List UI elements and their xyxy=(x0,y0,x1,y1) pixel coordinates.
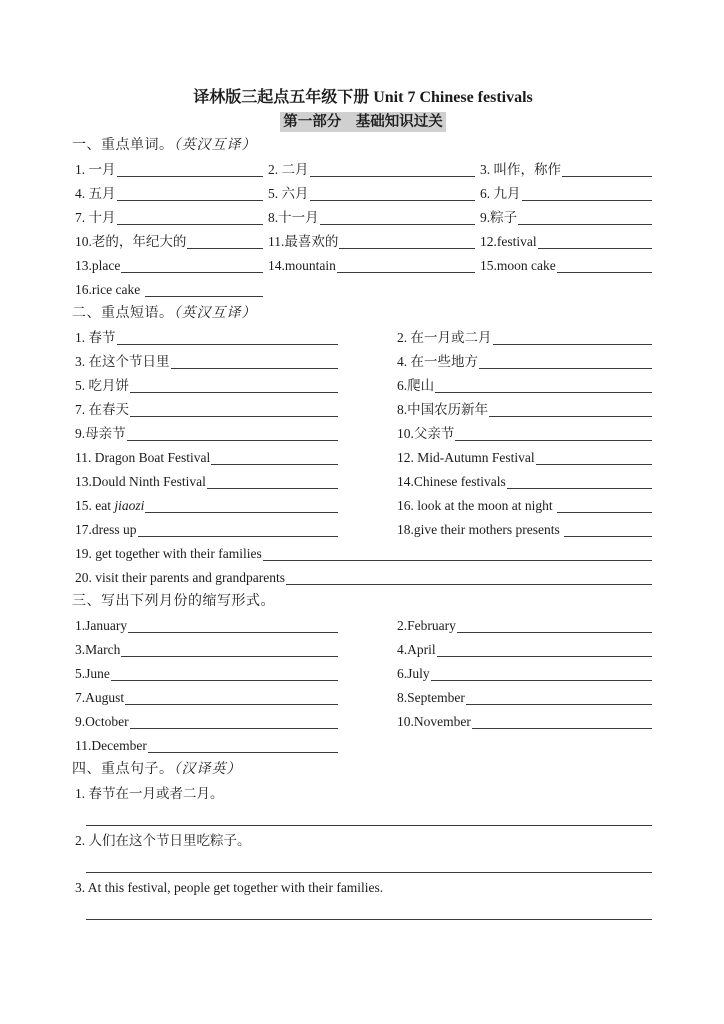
worksheet-item xyxy=(72,494,340,518)
item-label: 9.粽子 xyxy=(480,210,518,225)
item-label: 2. 在一月或二月 xyxy=(397,330,492,345)
item-label: 13.place xyxy=(75,258,121,273)
worksheet-item xyxy=(477,158,654,182)
worksheet-item xyxy=(477,206,654,230)
item-label: 2.February xyxy=(397,618,456,633)
item-label: 3. 在这个节日里 xyxy=(75,354,170,369)
sentence-label: 2. 人们在这个节日里吃粽子。 xyxy=(75,833,251,848)
section-heading xyxy=(72,302,654,326)
answer-blank xyxy=(479,350,652,369)
item-label: 14.mountain xyxy=(268,258,336,273)
item-label: 4. 五月 xyxy=(75,186,116,201)
item-label: 19. get together with their families xyxy=(75,546,262,561)
item-label: 10.老的，年纪大的 xyxy=(75,234,187,249)
item-label: 8.中国农历新年 xyxy=(397,402,489,417)
answer-blank xyxy=(562,158,652,177)
item-label: 4. 在一些地方 xyxy=(397,354,478,369)
section-heading-text: 二、重点短语。 xyxy=(72,306,174,321)
item-label: 14.Chinese festivals xyxy=(397,474,506,489)
worksheet-item xyxy=(394,614,654,638)
worksheet-item xyxy=(72,518,340,542)
answer-blank xyxy=(455,422,652,441)
worksheet-item xyxy=(394,422,654,446)
answer-blank xyxy=(130,710,338,729)
worksheet-item xyxy=(394,398,654,422)
worksheet-item xyxy=(394,518,654,542)
item-label: 9.October xyxy=(75,714,129,729)
worksheet-item xyxy=(394,374,654,398)
worksheet-item xyxy=(72,398,340,422)
worksheet-item xyxy=(72,662,340,686)
worksheet-item xyxy=(477,254,654,278)
worksheet-item xyxy=(72,326,340,350)
worksheet-item xyxy=(72,470,340,494)
worksheet-item xyxy=(265,206,477,230)
item-label: 11. Dragon Boat Festival xyxy=(75,450,211,465)
worksheet-item xyxy=(72,158,265,182)
answer-blank xyxy=(493,326,653,345)
item-label: 11.December xyxy=(75,738,147,753)
worksheet-item xyxy=(394,494,654,518)
worksheet-item xyxy=(394,446,654,470)
worksheet-item xyxy=(394,326,654,350)
answer-blank xyxy=(207,470,338,489)
answer-blank xyxy=(435,374,652,393)
item-label: 6.爬山 xyxy=(397,378,435,393)
worksheet-item xyxy=(72,230,265,254)
section-heading-note: （汉译英） xyxy=(173,762,242,777)
item-label: 12.festival xyxy=(480,234,537,249)
answer-blank xyxy=(117,206,264,225)
item-label: 2. 二月 xyxy=(268,162,309,177)
answer-blank xyxy=(310,158,476,177)
answer-blank xyxy=(86,853,652,873)
section-heading xyxy=(72,758,654,782)
section-heading-note: （英汉互译） xyxy=(173,306,257,321)
items-grid-months xyxy=(72,614,654,758)
answer-blank xyxy=(466,686,652,705)
item-label: 15.moon cake xyxy=(480,258,556,273)
answer-blank xyxy=(117,326,339,345)
item-label: 5. 六月 xyxy=(268,186,309,201)
item-label: 12. Mid-Autumn Festival xyxy=(397,450,535,465)
item-label: 10.父亲节 xyxy=(397,426,455,441)
part-header: 第一部分 基础知识过关 xyxy=(280,112,446,132)
section-heading-text: 三、写出下列月份的缩写形式。 xyxy=(72,594,275,609)
answer-blank xyxy=(286,566,652,585)
sentence-label: 1. 春节在一月或者二月。 xyxy=(75,786,224,801)
worksheet-item xyxy=(72,734,340,758)
answer-blank xyxy=(171,350,339,369)
answer-blank xyxy=(211,446,338,465)
answer-blank xyxy=(522,182,653,201)
items-grid-words xyxy=(72,158,654,302)
answer-blank xyxy=(437,638,652,657)
answer-blank xyxy=(518,206,652,225)
worksheet-item xyxy=(72,374,340,398)
answer-blank xyxy=(86,806,652,826)
item-label: 15. eat xyxy=(75,498,115,513)
worksheet-item xyxy=(394,350,654,374)
answer-blank xyxy=(111,662,338,681)
part-header-row xyxy=(72,110,654,134)
worksheet-item xyxy=(72,206,265,230)
section-key-phrases xyxy=(72,302,654,590)
worksheet-item xyxy=(265,182,477,206)
answer-blank xyxy=(557,254,652,273)
section-heading-note: （英汉互译） xyxy=(173,138,257,153)
answer-blank xyxy=(457,614,652,633)
answer-blank xyxy=(536,446,652,465)
item-label: 18.give their mothers presents xyxy=(397,522,564,537)
item-label: 13.Dould Ninth Festival xyxy=(75,474,206,489)
item-label: 5. 吃月饼 xyxy=(75,378,129,393)
item-label: 16. look at the moon at night xyxy=(397,498,556,513)
item-label: 3. 叫作，称作 xyxy=(480,162,561,177)
worksheet-item xyxy=(394,638,654,662)
worksheet-item xyxy=(477,230,654,254)
worksheet-item xyxy=(72,638,340,662)
answer-blank xyxy=(121,254,263,273)
worksheet-item xyxy=(394,470,654,494)
answer-blank xyxy=(489,398,652,417)
item-label: 7.August xyxy=(75,690,125,705)
section-heading xyxy=(72,134,654,158)
answer-blank xyxy=(117,158,264,177)
item-label: 1.January xyxy=(75,618,128,633)
answer-blank xyxy=(472,710,652,729)
item-label: 1. 一月 xyxy=(75,162,116,177)
answer-blank xyxy=(145,494,338,513)
answer-blank xyxy=(339,230,475,249)
item-label-italic: jiaozi xyxy=(114,498,145,513)
worksheet-item xyxy=(265,158,477,182)
section-heading-text: 四、重点句子。 xyxy=(72,762,174,777)
worksheet-item xyxy=(72,182,265,206)
items-grid-phrases xyxy=(72,326,654,590)
worksheet-item xyxy=(72,446,340,470)
item-label: 5.June xyxy=(75,666,110,681)
worksheet-item xyxy=(72,278,265,302)
worksheet-item xyxy=(72,686,340,710)
section-month-abbreviations xyxy=(72,590,654,758)
worksheet-item xyxy=(394,710,654,734)
worksheet-item xyxy=(265,230,477,254)
section-heading-text: 一、重点单词。 xyxy=(72,138,174,153)
item-label: 6.July xyxy=(397,666,430,681)
answer-blank xyxy=(128,614,338,633)
answer-blank xyxy=(263,542,652,561)
item-label: 3.March xyxy=(75,642,121,657)
item-label: 1. 春节 xyxy=(75,330,116,345)
answer-blank xyxy=(507,470,652,489)
answer-blank xyxy=(121,638,338,657)
worksheet-item xyxy=(72,350,340,374)
section-key-sentences xyxy=(72,758,654,920)
worksheet-item xyxy=(72,542,654,566)
section-key-words xyxy=(72,134,654,302)
answer-blank xyxy=(557,494,652,513)
item-label: 20. visit their parents and grandparents xyxy=(75,570,285,585)
worksheet-item xyxy=(72,422,340,446)
answer-blank xyxy=(145,278,263,297)
page-title: 译林版三起点五年级下册 Unit 7 Chinese festivals xyxy=(193,89,533,106)
worksheet-item xyxy=(72,566,654,590)
answer-blank xyxy=(310,182,476,201)
answer-blank xyxy=(130,374,338,393)
answer-blank xyxy=(148,734,338,753)
items-list-sentences xyxy=(72,782,654,920)
item-label: 7. 在春天 xyxy=(75,402,129,417)
item-label: 6. 九月 xyxy=(480,186,521,201)
worksheet-item xyxy=(72,710,340,734)
item-label: 4.April xyxy=(397,642,436,657)
answer-blank xyxy=(320,206,475,225)
answer-blank xyxy=(138,518,339,537)
answer-blank xyxy=(538,230,652,249)
answer-blank xyxy=(125,686,338,705)
item-label: 9.母亲节 xyxy=(75,426,126,441)
worksheet-item xyxy=(265,254,477,278)
worksheet-item xyxy=(394,662,654,686)
item-label: 8.September xyxy=(397,690,465,705)
answer-blank xyxy=(337,254,475,273)
answer-blank xyxy=(564,518,652,537)
sentence-label: 3. At this festival, people get together with their families. xyxy=(75,880,384,895)
item-label: 11.最喜欢的 xyxy=(268,234,339,249)
item-label: 8.十一月 xyxy=(268,210,319,225)
worksheet-item xyxy=(477,182,654,206)
section-heading xyxy=(72,590,654,614)
answer-blank xyxy=(431,662,652,681)
item-label: 17.dress up xyxy=(75,522,137,537)
answer-blank xyxy=(127,422,338,441)
item-label: 7. 十月 xyxy=(75,210,116,225)
worksheet-item xyxy=(72,614,340,638)
worksheet-item xyxy=(72,254,265,278)
item-label: 10.November xyxy=(397,714,471,729)
answer-blank xyxy=(187,230,263,249)
answer-blank xyxy=(86,900,652,920)
worksheet-item xyxy=(394,686,654,710)
answer-blank xyxy=(117,182,264,201)
item-label: 16.rice cake xyxy=(75,282,144,297)
answer-blank xyxy=(130,398,338,417)
